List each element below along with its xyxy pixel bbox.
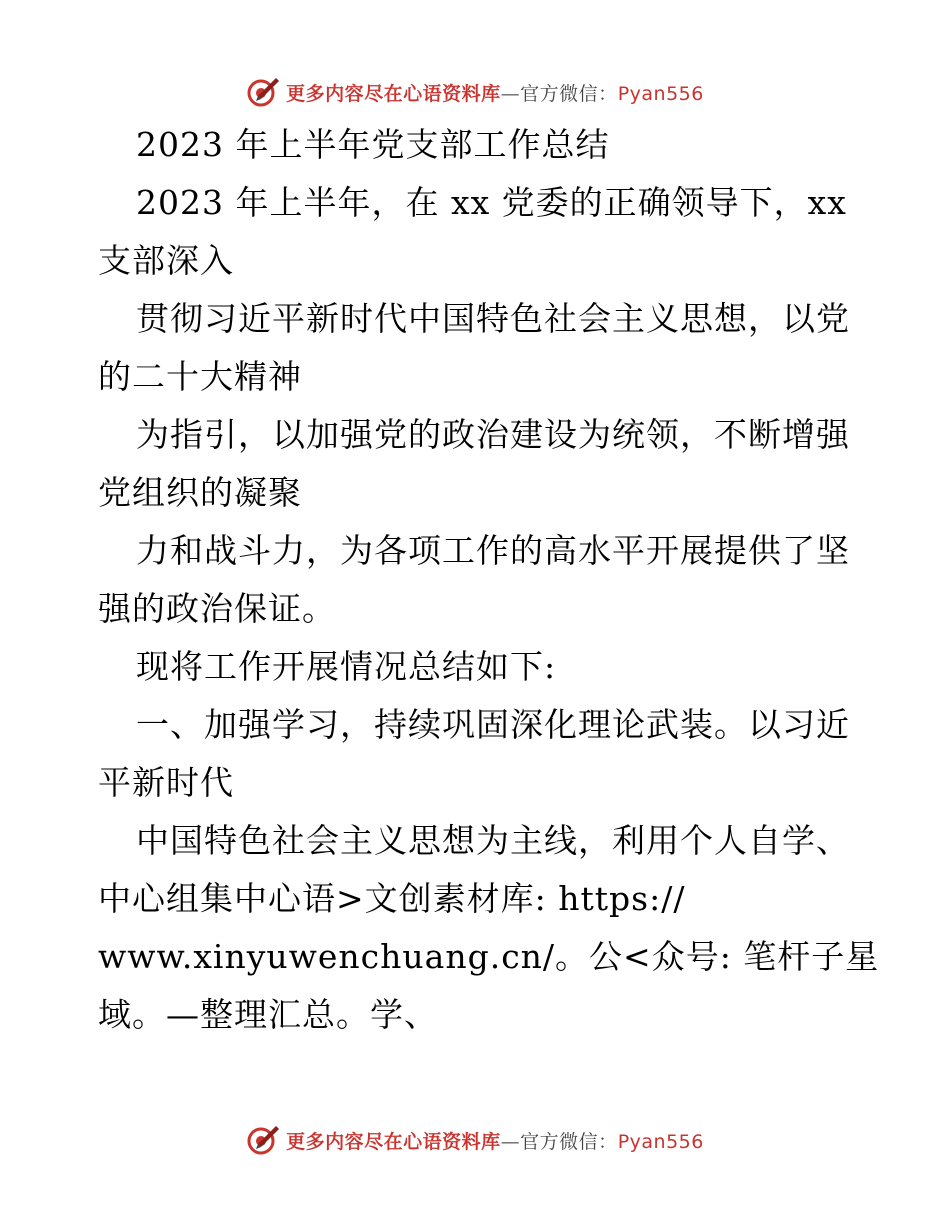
watermark-header — [0, 72, 950, 112]
watermark-id: Pyan556 — [617, 1130, 704, 1153]
paragraph-line: 为指引，以加强党的政治建设为统领，不断增强 — [136, 415, 850, 454]
paragraph-line: 的二十大精神 — [98, 357, 302, 396]
watermark-main: 更多内容尽在心语资料库 — [286, 82, 501, 105]
paragraph-line: 力和战斗力，为各项工作的高水平开展提供了坚 — [136, 531, 850, 570]
paragraph-line: 现将工作开展情况总结如下: — [136, 647, 557, 686]
paragraph-line: 党组织的凝聚 — [98, 473, 302, 512]
watermark-footer — [0, 1120, 950, 1160]
watermark-label: 官方微信： — [520, 82, 618, 105]
paragraph-line: 一、加强学习，持续巩固深化理论武装。以习近 — [136, 705, 850, 744]
paragraph-line: www.xinyuwenchuang.cn/。公<众号: 笔杆子星 — [98, 937, 880, 976]
watermark-separator: — — [500, 1130, 521, 1153]
watermark-id: Pyan556 — [617, 82, 704, 105]
paragraph-line: 域。—整理汇总。学、 — [98, 995, 438, 1034]
watermark-separator: — — [500, 82, 521, 105]
paragraph-line: 强的政治保证。 — [98, 589, 336, 628]
paragraph-line: 2023 年上半年，在 xx 党委的正确领导下，xx — [136, 183, 847, 222]
document-title: 2023 年上半年党支部工作总结 — [136, 125, 610, 164]
paragraph-line: 中国特色社会主义思想为主线，利用个人自学、 — [136, 821, 850, 860]
paragraph-line: 支部深入 — [98, 241, 234, 280]
pen-logo-icon — [246, 1123, 280, 1157]
pen-logo-icon — [246, 75, 280, 109]
watermark-text — [286, 1127, 704, 1154]
watermark-label: 官方微信： — [520, 1130, 618, 1153]
paragraph-line: 贯彻习近平新时代中国特色社会主义思想，以党 — [136, 299, 850, 338]
watermark-main: 更多内容尽在心语资料库 — [286, 1130, 501, 1153]
watermark-text — [286, 79, 704, 106]
document-body — [98, 116, 880, 1044]
paragraph-line: 平新时代 — [98, 763, 234, 802]
paragraph-line: 中心组集中心语>文创素材库: https:// — [98, 879, 686, 918]
